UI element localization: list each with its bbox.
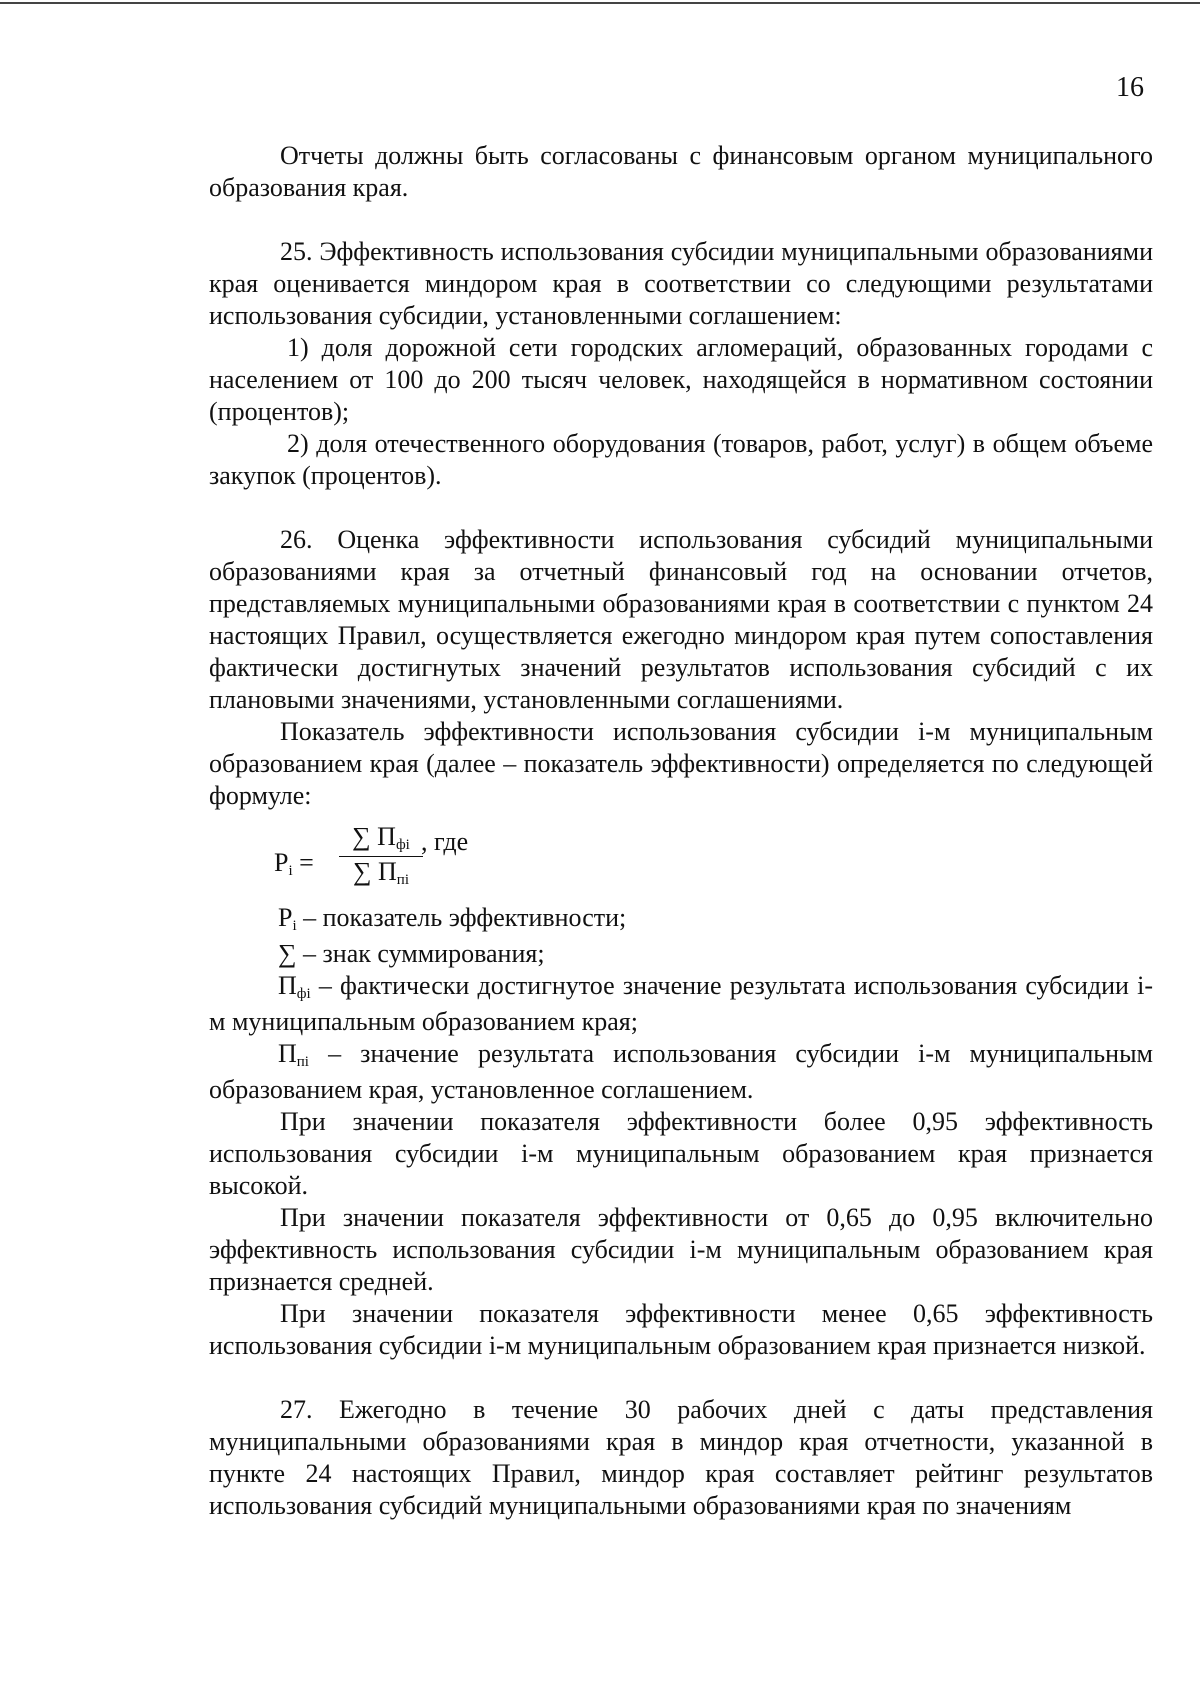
scan-top-border — [0, 2, 1200, 4]
formula-where: , где — [421, 827, 469, 856]
definition-pi: Pi – показатель эффективности; — [278, 903, 627, 934]
efficiency-formula — [209, 822, 1153, 898]
paragraph-item-27: 27. Ежегодно в течение 30 рабочих дней с даты представления муниципальными образованиями края в миндор края отчетности, указанной в пункте 24 настоящих Правил, миндор края составляет рейтинг результатов использования субсидий муниципальными образованиями края по значениям — [209, 1395, 1153, 1520]
formula-denominator: ∑ Ппi — [352, 857, 409, 888]
document-body — [209, 140, 1153, 1522]
page-number: 16 — [1116, 72, 1144, 103]
formula-fraction — [339, 822, 423, 891]
paragraph-item-25-2: 2) доля отечественного оборудования (товаров, работ, услуг) в общем объеме закупок (процентов). — [209, 429, 1153, 490]
paragraph-high-efficiency: При значении показателя эффективности более 0,95 эффективность использования субсидии i-м муниципальным образованием края признается высокой. — [209, 1107, 1153, 1200]
paragraph-medium-efficiency: При значении показателя эффективности от 0,65 до 0,95 включительно эффективность использования субсидии i-м муниципальным образованием края признается средней. — [209, 1203, 1153, 1296]
definition-actual-value: Пфi – фактически достигнутое значение результата использования субсидии i-м муниципальным образованием края; — [209, 971, 1153, 1036]
paragraph-item-25: 25. Эффективность использования субсидии муниципальными образованиями края оценивается миндором края в соответствии со следующими результатами использования субсидии, установленными соглашением: — [209, 237, 1153, 330]
paragraph-item-26: 26. Оценка эффективности использования субсидий муниципальными образованиями края за отчетный финансовый год на основании отчетов, представляемых муниципальными образованиями края в соответствии с пунктом 24 настоящих Правил, осуществляется ежегодно миндором края путем сопоставления фактически достигнутых значений результатов использования субсидий с их плановыми значениями, установленными соглашениями. — [209, 525, 1153, 714]
paragraph-low-efficiency: При значении показателя эффективности менее 0,65 эффективность использования субсидии i-м муниципальным образованием края признается низкой. — [209, 1299, 1153, 1360]
paragraph-reports-agreement: Отчеты должны быть согласованы с финансовым органом муниципального образования края. — [209, 141, 1153, 202]
definition-sum: ∑ – знак суммирования; — [278, 939, 545, 968]
paragraph-item-25-1: 1) доля дорожной сети городских агломераций, образованных городами с населением от 100 до 200 тысяч человек, находящейся в нормативном состоянии (процентов); — [209, 333, 1153, 426]
paragraph-indicator-formula-intro: Показатель эффективности использования субсидии i-м муниципальным образованием края (далее – показатель эффективности) определяется по следующей формуле: — [209, 717, 1153, 810]
definition-planned-value: Ппi – значение результата использования субсидии i-м муниципальным образованием края, установленное соглашением. — [209, 1039, 1153, 1104]
formula-lhs: Pi = — [274, 848, 314, 879]
formula-numerator: ∑ Пфi — [339, 822, 423, 857]
